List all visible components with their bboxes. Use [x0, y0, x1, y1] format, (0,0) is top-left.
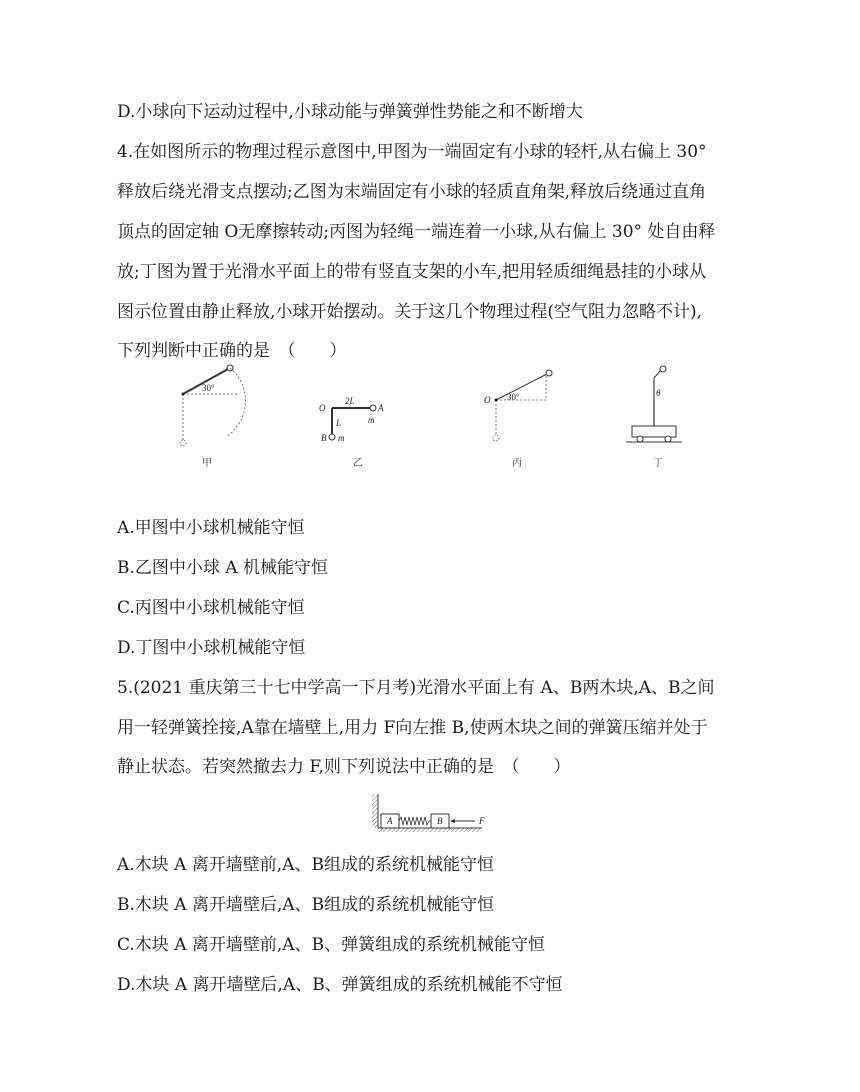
jia-caption: 甲: [202, 458, 212, 469]
q4-option-a: A.甲图中小球机械能守恒: [117, 518, 305, 538]
block-a-label: A: [387, 816, 393, 826]
q3-option-d: D.小球向下运动过程中,小球动能与弹簧弹性势能之和不断增大: [117, 102, 583, 122]
diagram-bing: [484, 370, 552, 469]
yi-l-label: L: [336, 418, 342, 428]
q4-stem-line-3: 顶点的固定轴 O无摩擦转动;丙图为轻绳一端连着一小球,从右偏上 30° 处自由释: [117, 222, 716, 242]
force-arrow: [450, 819, 455, 823]
q4-figure: [150, 362, 710, 477]
bing-angle-label: 30°: [507, 392, 520, 402]
block-b-label: B: [437, 816, 443, 826]
bing-caption: 丙: [512, 458, 522, 469]
q5-stem-line-1: 5.(2021 重庆第三十七中学高一下月考)光滑水平面上有 A、B两木块,A、B之间: [117, 678, 715, 698]
q5-option-a: A.木块 A 离开墙壁前,A、B组成的系统机械能守恒: [117, 855, 494, 875]
q4-stem-line-2: 释放后绕光滑支点摆动;乙图为末端固定有小球的轻质直角架,释放后绕通过直角: [117, 182, 707, 202]
q5-option-d: D.木块 A 离开墙壁后,A、B、弹簧组成的系统机械能不守恒: [117, 975, 563, 995]
yi-caption: 乙: [353, 458, 363, 469]
q4-option-d: D.丁图中小球机械能守恒: [117, 638, 306, 658]
q5-option-c: C.木块 A 离开墙壁前,A、B、弹簧组成的系统机械能守恒: [117, 935, 546, 955]
bing-o-label: O: [484, 395, 491, 405]
q5-stem-line-3: 静止状态。若突然撤去力 F,则下列说法中正确的是 （ ）: [117, 757, 571, 777]
yi-m-right-label: m: [368, 415, 375, 425]
diagram-jia: [180, 365, 245, 469]
floor: [378, 828, 482, 832]
diagram-ding: [626, 366, 682, 469]
q5-stem-line-2: 用一轻弹簧拴接,A靠在墙壁上,用力 F向左推 B,使两木块之间的弹簧压缩并处于: [117, 718, 708, 738]
yi-2l-label: 2L: [345, 396, 355, 406]
yi-a-label: A: [378, 403, 384, 413]
spring: [399, 817, 431, 825]
q4-stem-line-6: 下列判断中正确的是 （ ）: [117, 341, 347, 361]
jia-angle-label: 30°: [202, 383, 215, 393]
force-label: F: [479, 816, 485, 826]
ding-caption: 丁: [653, 458, 663, 469]
ding-theta-label: θ: [656, 388, 661, 398]
wall: [372, 794, 378, 828]
q4-option-b: B.乙图中小球 A 机械能守恒: [117, 558, 328, 578]
q5-option-b: B.木块 A 离开墙壁后,A、B组成的系统机械能守恒: [117, 895, 495, 915]
diagram-yi: [319, 396, 384, 469]
q4-stem-line-4: 放;丁图为置于光滑水平面上的带有竖直支架的小车,把用轻质细绳悬挂的小球从: [117, 262, 707, 282]
q4-option-c: C.丙图中小球机械能守恒: [117, 598, 305, 618]
q5-figure: [372, 792, 492, 834]
q4-stem-line-1: 4.在如图所示的物理过程示意图中,甲图为一端固定有小球的轻杆,从右偏上 30°: [117, 142, 707, 162]
q4-stem-line-5: 图示位置由静止释放,小球开始摆动。关于这几个物理过程(空气阻力忽略不计),: [117, 302, 703, 322]
yi-o-label: O: [319, 403, 326, 413]
yi-b-label: B: [321, 433, 327, 443]
yi-m-left-label: m: [338, 433, 345, 443]
